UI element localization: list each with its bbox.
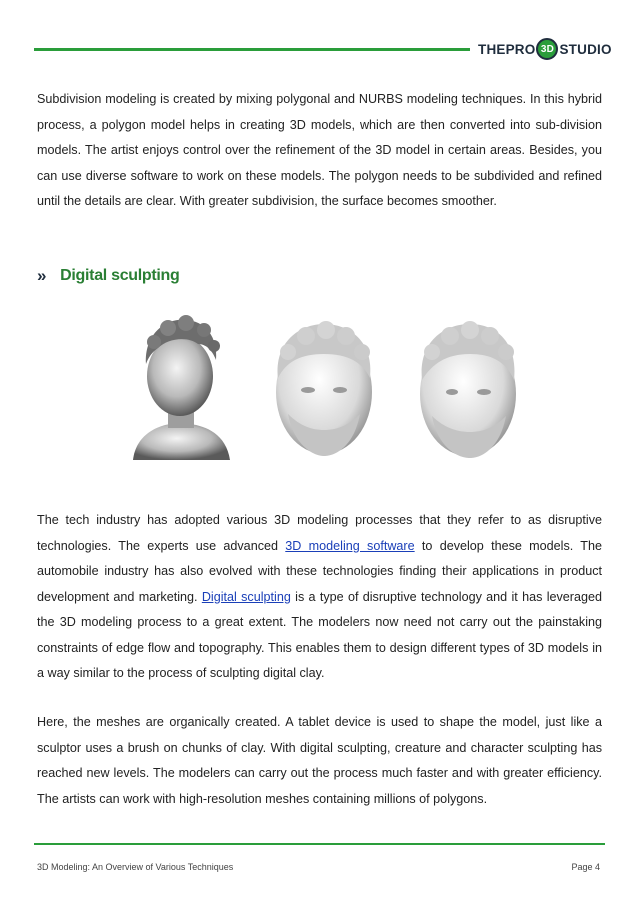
sculpted-head-angled-icon — [420, 321, 516, 458]
paragraph-text: to develop these models. The automobile industry has also evolved with these technologies finding their applications in product development and marketing. — [37, 538, 602, 604]
digital-sculpting-link[interactable]: Digital sculpting — [201, 589, 291, 604]
sculpture-figure — [118, 314, 528, 460]
section-title: Digital sculpting — [60, 267, 180, 284]
marble-bust-icon — [133, 315, 230, 460]
chevron-right-icon: » — [37, 266, 47, 285]
sculpted-head-front-icon — [276, 321, 372, 456]
body-paragraph-2 — [37, 508, 602, 687]
paragraph-text: is a type of disruptive technology and it has leveraged the 3D modeling process to a great extent. The modelers now need not carry out the painstaking constraints of edge flow and topography. This enables them to design different types of 3D models in a way similar to the process of sculpting digital clay. — [37, 589, 603, 680]
logo-text-right: STUDIO — [559, 41, 612, 57]
footer-title: 3D Modeling: An Overview of Various Techniques — [37, 862, 234, 872]
header-divider — [34, 48, 470, 51]
intro-paragraph: Subdivision modeling is created by mixing polygonal and NURBS modeling techniques. In this hybrid process, a polygon model helps in creating 3D models, which are then converted into sub-division models. The artist enjoys control over the refinement of the 3D model in certain areas. Besides, you can use diverse software to work on these models. The polygon needs to be subdivided and refined until the details are clear. With greater subdivision, the surface becomes smoother. — [37, 92, 602, 208]
page-number: Page 4 — [571, 862, 600, 872]
footer-divider — [34, 843, 605, 845]
logo-badge: 3D — [536, 38, 558, 60]
section-heading — [37, 266, 180, 286]
body-paragraph-3: Here, the meshes are organically created. A tablet device is used to shape the model, just like a sculptor uses a brush on chunks of clay. With digital sculpting, creature and character sculpting has reached new levels. The modelers can carry out the process much faster and with greater efficiency. The artists can work with high-resolution meshes containing millions of polygons. — [37, 715, 602, 806]
logo-text-left: THEPRO — [478, 41, 536, 57]
3d-modeling-software-link[interactable]: 3D modeling software — [285, 538, 415, 553]
paragraph-text: The tech industry has adopted various 3D modeling processes that they refer to as disruptive technologies. The experts use advanced — [37, 513, 602, 553]
brand-logo[interactable] — [478, 36, 612, 62]
